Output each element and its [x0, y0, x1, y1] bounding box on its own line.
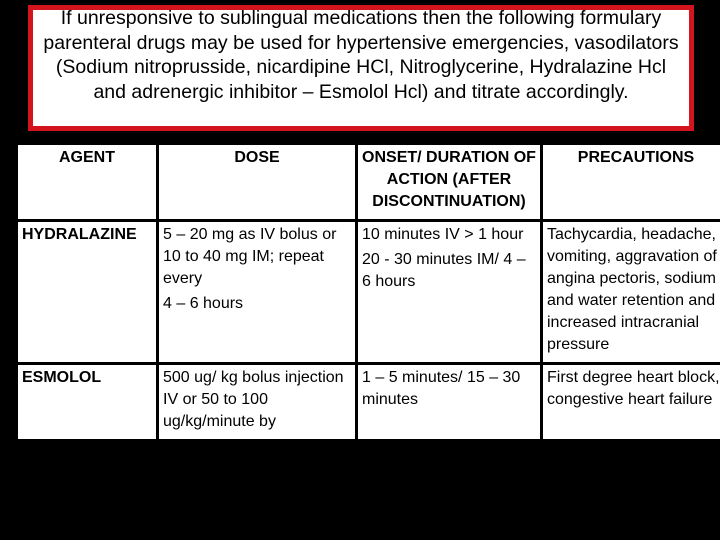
onset-text: 10 minutes IV > 1 hour — [362, 226, 524, 243]
table-row — [18, 365, 720, 439]
header-precautions: PRECAUTIONS — [543, 145, 720, 219]
drug-table — [18, 145, 720, 442]
dose-text: 4 – 6 hours — [163, 295, 244, 312]
onset-text: 20 - 30 minutes IM/ 4 – 6 hours — [362, 251, 526, 290]
header-onset-duration: ONSET/ DURATION OF ACTION (AFTER DISCONTINUATION) — [358, 145, 540, 219]
dose-cell — [159, 222, 355, 362]
onset-cell: 1 – 5 minutes/ 15 – 30 minutes — [358, 365, 540, 439]
header-box — [28, 5, 694, 131]
header-dose: DOSE — [159, 145, 355, 219]
agent-cell: HYDRALAZINE — [18, 222, 156, 362]
precautions-cell: First degree heart block, congestive heart failure — [543, 365, 720, 439]
agent-cell: ESMOLOL — [18, 365, 156, 439]
table-row — [18, 222, 720, 362]
precautions-cell: Tachycardia, headache, vomiting, aggravation of angina pectoris, sodium and water retention and increased intracranial pressure — [543, 222, 720, 362]
header-agent: AGENT — [18, 145, 156, 219]
dose-cell: 500 ug/ kg bolus injection IV or 50 to 100 ug/kg/minute by — [159, 365, 355, 439]
table-header-row — [18, 145, 720, 219]
onset-cell — [358, 222, 540, 362]
header-text: If unresponsive to sublingual medications then the following formulary parenteral drugs may be used for hypertensive emergencies, vasodilators (Sodium nitroprusside, nicardipine HCl, Nitroglycerine, Hydralazine Hcl and adrenergic inhibitor – Esmolol Hcl) and titrate accordingly. — [43, 7, 679, 103]
dose-text: 5 – 20 mg as IV bolus or 10 to 40 mg IM; repeat every — [163, 226, 337, 287]
drug-table-container — [18, 145, 720, 540]
